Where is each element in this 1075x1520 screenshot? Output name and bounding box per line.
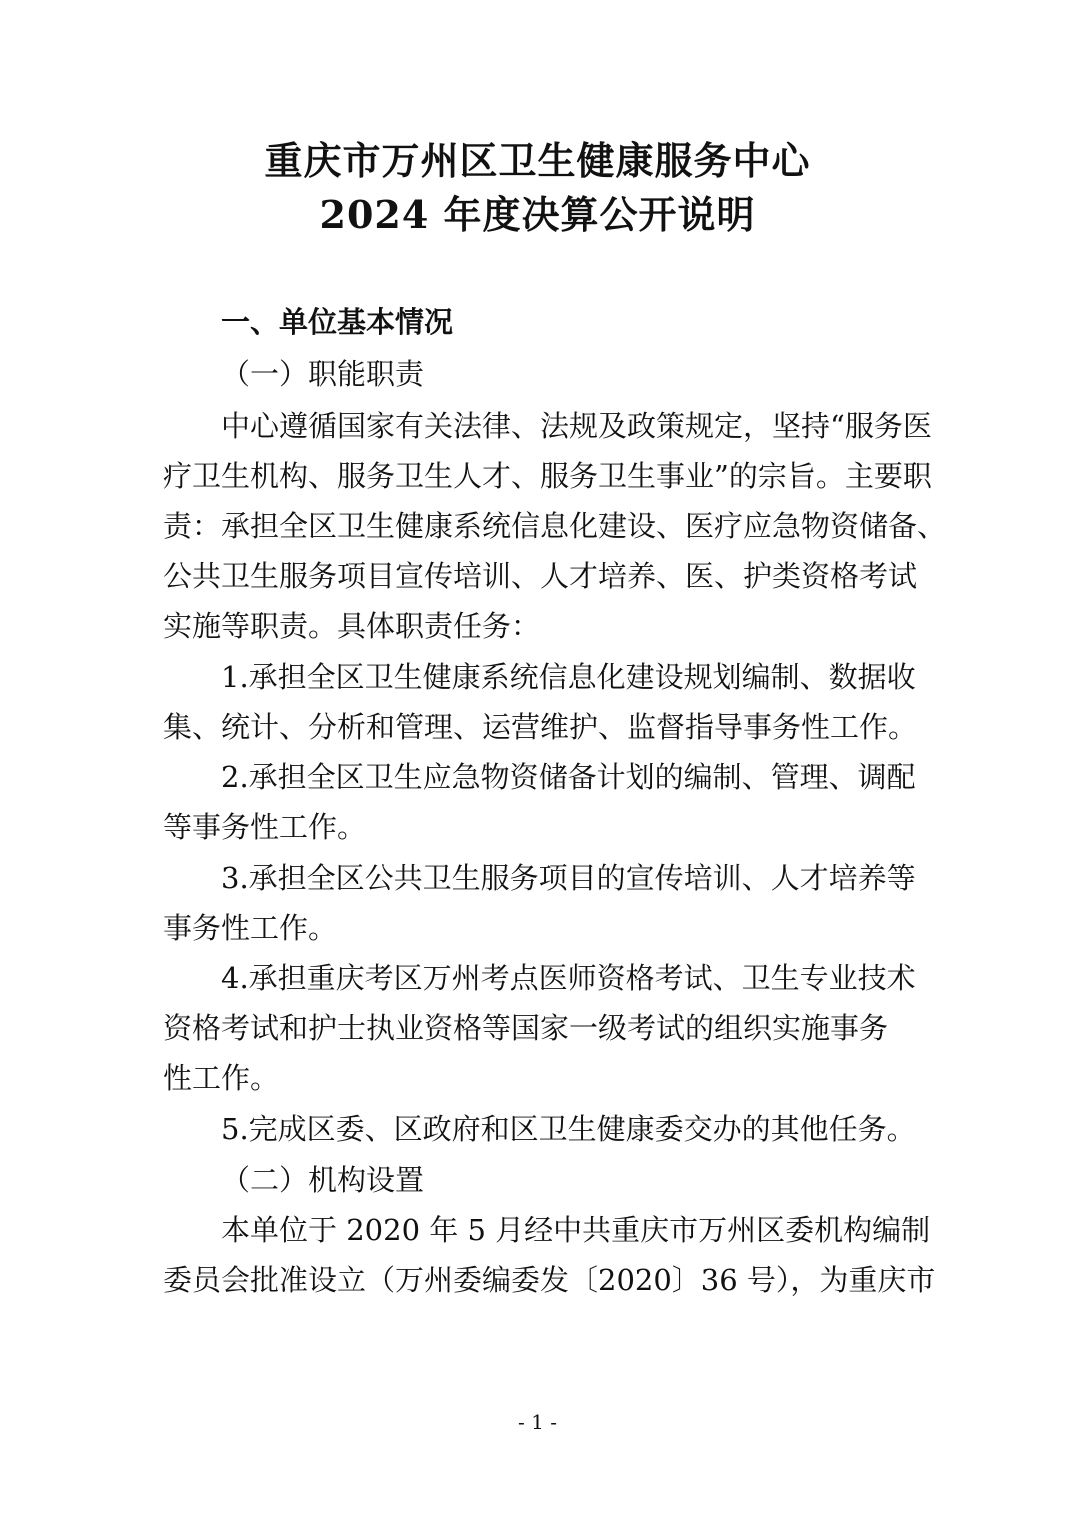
paragraph-line: 5.完成区委、区政府和区卫生健康委交办的其他任务。 xyxy=(221,1112,916,1146)
paragraph-line: 公共卫生服务项目宣传培训、人才培养、医、护类资格考试 xyxy=(163,559,918,593)
paragraph-line: 实施等职责。具体职责任务： xyxy=(163,609,541,643)
page-number: - 1 - xyxy=(518,1410,557,1434)
paragraph-line: 性工作。 xyxy=(163,1061,280,1095)
paragraph-line: 疗卫生机构、服务卫生人才、服务卫生事业”的宗旨。主要职 xyxy=(163,459,932,493)
paragraph-line: 委员会批准设立（万州委编委发〔2020〕36 号），为重庆市 xyxy=(163,1263,936,1297)
paragraph-line: 事务性工作。 xyxy=(163,911,338,945)
paragraph-line: 责：承担全区卫生健康系统信息化建设、医疗应急物资储备、 xyxy=(163,509,947,543)
paragraph-line: 集、统计、分析和管理、运营维护、监督指导事务性工作。 xyxy=(163,710,918,744)
document-title-line2: 2024 年度决算公开说明 xyxy=(319,192,756,237)
paragraph-line: 4.承担重庆考区万州考点医师资格考试、卫生专业技术 xyxy=(221,961,916,995)
paragraph-line: 1.承担全区卫生健康系统信息化建设规划编制、数据收 xyxy=(221,660,916,694)
paragraph-line: 本单位于 2020 年 5 月经中共重庆市万州区委机构编制 xyxy=(221,1213,931,1247)
subsection-heading-duties: （一）职能职责 xyxy=(221,357,425,391)
section-heading-basic-info: 一、单位基本情况 xyxy=(221,305,454,339)
document-title-line1: 重庆市万州区卫生健康服务中心 xyxy=(264,138,811,183)
paragraph-line: 3.承担全区公共卫生服务项目的宣传培训、人才培养等 xyxy=(221,861,916,895)
paragraph-line: 等事务性工作。 xyxy=(163,810,367,844)
subsection-heading-organization: （二）机构设置 xyxy=(221,1163,425,1197)
paragraph-line: 中心遵循国家有关法律、法规及政策规定，坚持“服务医 xyxy=(221,409,932,443)
paragraph-line: 资格考试和护士执业资格等国家一级考试的组织实施事务 xyxy=(163,1011,889,1045)
paragraph-line: 2.承担全区卫生应急物资储备计划的编制、管理、调配 xyxy=(221,760,916,794)
